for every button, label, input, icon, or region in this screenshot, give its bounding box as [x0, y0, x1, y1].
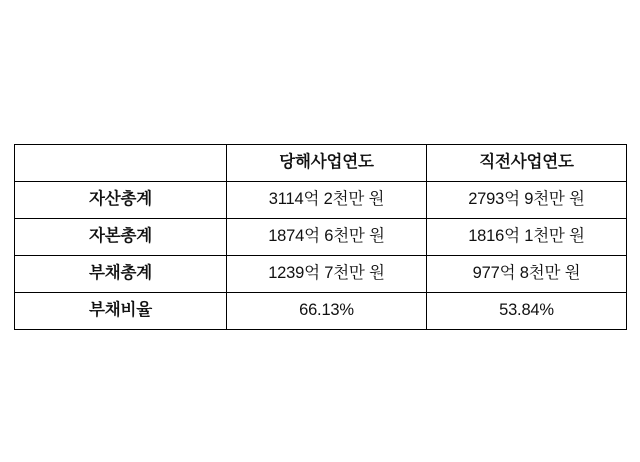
table-row [15, 182, 627, 219]
table-row [15, 219, 627, 256]
value-total-assets-previous: 2793억 9천만 원 [427, 182, 627, 219]
value-total-equity-previous: 1816억 1천만 원 [427, 219, 627, 256]
column-header-previous-year: 직전사업연도 [427, 145, 627, 182]
table-row [15, 293, 627, 330]
value-total-liabilities-previous: 977억 8천만 원 [427, 256, 627, 293]
financial-table-container [14, 144, 626, 330]
table-corner-cell [15, 145, 227, 182]
row-label-total-liabilities: 부채총계 [15, 256, 227, 293]
value-debt-ratio-previous: 53.84% [427, 293, 627, 330]
financial-summary-table [14, 144, 627, 330]
table-header-row [15, 145, 627, 182]
row-label-debt-ratio: 부채비율 [15, 293, 227, 330]
value-total-assets-current: 3114억 2천만 원 [227, 182, 427, 219]
value-debt-ratio-current: 66.13% [227, 293, 427, 330]
value-total-equity-current: 1874억 6천만 원 [227, 219, 427, 256]
table-row [15, 256, 627, 293]
value-total-liabilities-current: 1239억 7천만 원 [227, 256, 427, 293]
row-label-total-equity: 자본총계 [15, 219, 227, 256]
column-header-current-year: 당해사업연도 [227, 145, 427, 182]
row-label-total-assets: 자산총계 [15, 182, 227, 219]
